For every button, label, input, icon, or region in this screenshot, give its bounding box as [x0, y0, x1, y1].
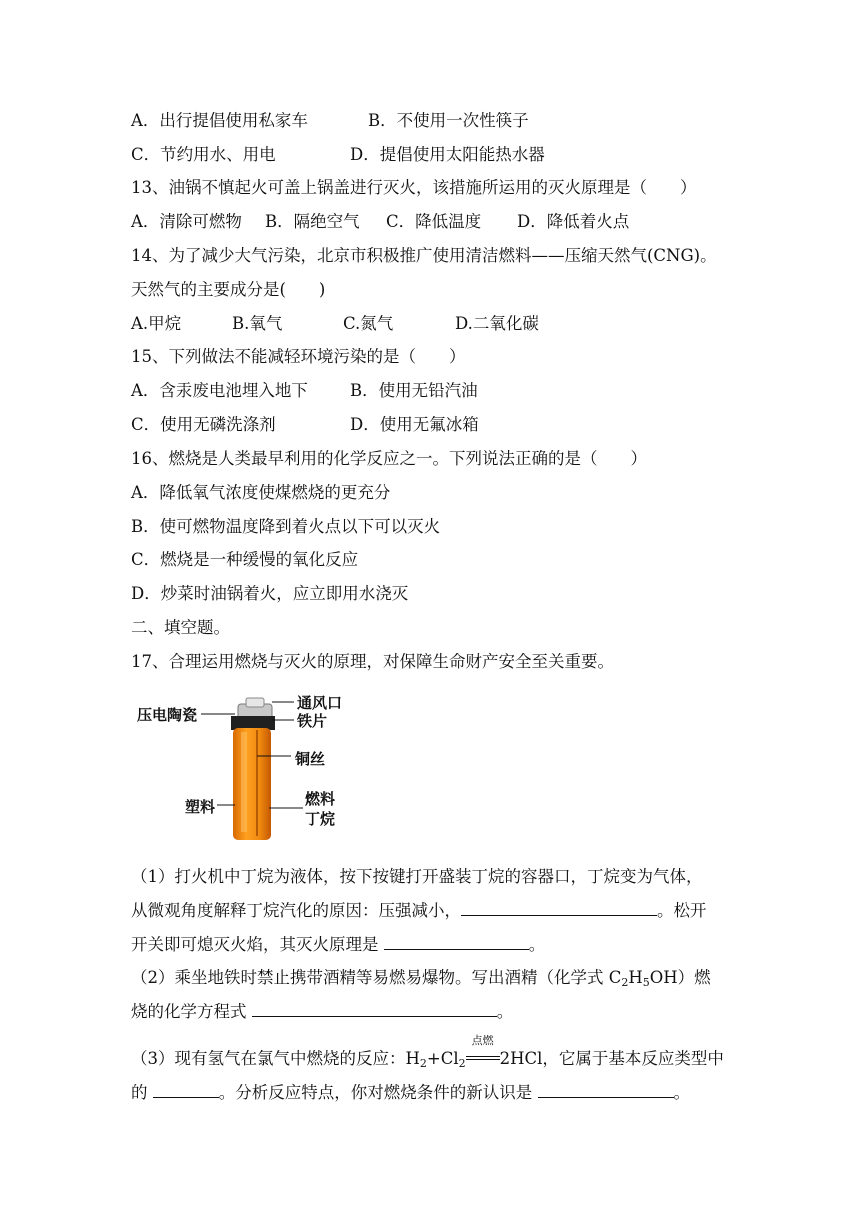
- sub2-line2: [131, 1001, 513, 1023]
- q16-stem: 16、燃烧是人类最早利用的化学反应之一。下列说法正确的是（ ）: [131, 449, 647, 468]
- label-piezo-ceramic: 压电陶瓷: [137, 706, 198, 724]
- q13-options: [131, 211, 629, 233]
- sub1-line2: [131, 900, 707, 922]
- option-c: C．使用无磷洗涤剂: [131, 415, 276, 434]
- option-c: C．节约用水、用电: [131, 145, 276, 164]
- option-b: B.氧气: [232, 314, 283, 333]
- sub1-line3: [131, 934, 545, 956]
- option-d: D.二氧化碳: [455, 314, 539, 333]
- q12-options-cd: [131, 144, 545, 166]
- sub3-line2: [131, 1082, 690, 1104]
- reaction-condition: 点燃: [471, 1034, 494, 1047]
- q14-stem-line1: 14、为了减少大气污染，北京市积极推广使用清洁燃料——压缩天然气(CNG)。: [131, 246, 717, 265]
- option-a: A．清除可燃物: [131, 212, 242, 231]
- label-plastic: 塑料: [185, 798, 216, 816]
- q15-options-ab: [131, 380, 478, 402]
- answer-blank-4[interactable]: [153, 1082, 219, 1098]
- q14-options: [131, 313, 539, 335]
- option-a: A.甲烷: [131, 314, 182, 333]
- q15-stem: 15、下列做法不能减轻环境污染的是（ ）: [131, 347, 466, 366]
- answer-blank-1[interactable]: [461, 900, 657, 916]
- answer-blank-5[interactable]: [538, 1082, 674, 1098]
- subscript: 2: [419, 1057, 427, 1070]
- sub3-text-c: 的: [131, 1083, 153, 1102]
- subscript: 5: [642, 976, 650, 989]
- label-iron-sheet: 铁片: [297, 712, 328, 730]
- option-b: B．隔绝空气: [265, 212, 360, 231]
- option-b: B．使用无铅汽油: [350, 381, 478, 400]
- lighter-figure: [131, 690, 361, 850]
- option-c: C.氮气: [343, 314, 394, 333]
- q12-options-ab: [131, 110, 529, 132]
- q17-stem: 17、合理运用燃烧与灭火的原理，对保障生命财产安全至关重要。: [131, 652, 614, 671]
- q16-option-b: B．使可燃物温度降到着火点以下可以灭火: [131, 517, 441, 536]
- subscript: 2: [621, 976, 629, 989]
- option-d: D．降低着火点: [517, 212, 630, 231]
- sub1-text-d: 。: [528, 935, 546, 954]
- sub3-text-a: （3）现有氢气在氯气中燃烧的反应：H: [131, 1049, 420, 1068]
- sub1-text-b: 。松开: [657, 901, 707, 920]
- answer-blank-3[interactable]: [252, 1001, 497, 1017]
- option-a: A．出行提倡使用私家车: [131, 111, 308, 130]
- q13-stem: 13、油锅不慎起火可盖上锅盖进行灭火，该措施所运用的灭火原理是（ ）: [131, 178, 697, 197]
- label-vent: 通风口: [297, 694, 343, 712]
- section-heading: 二、填空题。: [131, 618, 230, 637]
- q16-option-a: A．降低氧气浓度使煤燃烧的更充分: [131, 483, 391, 502]
- q16-option-d: D．炒菜时油锅着火，应立即用水浇灭: [131, 584, 409, 603]
- q15-options-cd: [131, 414, 479, 436]
- sub3-text-m: +Cl: [426, 1049, 459, 1068]
- sub1-line1: （1）打火机中丁烷为液体，按下按键打开盛装丁烷的容器口，丁烷变为气体，: [131, 867, 703, 886]
- reaction-arrow: [466, 1034, 500, 1064]
- sub2-text-c: 烧的化学方程式: [131, 1002, 252, 1021]
- sub3-text-b: 2HCl，它属于基本反应类型中: [499, 1049, 724, 1068]
- sub2-text-a: （2）乘坐地铁时禁止携带酒精等易燃易爆物。写出酒精（化学式 C: [131, 968, 622, 987]
- option-d: D．提倡使用太阳能热水器: [350, 145, 545, 164]
- label-copper-wire: 铜丝: [295, 750, 326, 768]
- sub3-text-d: 。分析反应特点，你对燃烧条件的新认识是: [218, 1083, 538, 1102]
- q14-stem-line2: 天然气的主要成分是( ): [131, 280, 326, 299]
- sub3-text-e: 。: [673, 1083, 690, 1102]
- q16-option-c: C．燃烧是一种缓慢的氧化反应: [131, 550, 359, 569]
- sub2-text-d: 。: [496, 1002, 514, 1021]
- option-c: C．降低温度: [386, 212, 482, 231]
- label-fuel: 燃料: [305, 790, 336, 808]
- sub2-text-b: OH）燃: [649, 968, 711, 987]
- answer-blank-2[interactable]: [384, 934, 529, 950]
- sub2-text-m: H: [628, 968, 643, 987]
- subscript: 2: [458, 1057, 466, 1070]
- option-a: A．含汞废电池埋入地下: [131, 381, 308, 400]
- sub1-text-c: 开关即可熄灭火焰，其灭火原理是: [131, 935, 384, 954]
- option-b: B．不使用一次性筷子: [368, 111, 529, 130]
- sub3-line1: [131, 1034, 724, 1075]
- option-d: D．使用无氟冰箱: [350, 415, 479, 434]
- sub1-text-a: 从微观角度解释丁烷汽化的原因：压强减小，: [131, 901, 461, 920]
- label-butane: 丁烷: [305, 810, 336, 828]
- sub2-line1: [131, 967, 711, 994]
